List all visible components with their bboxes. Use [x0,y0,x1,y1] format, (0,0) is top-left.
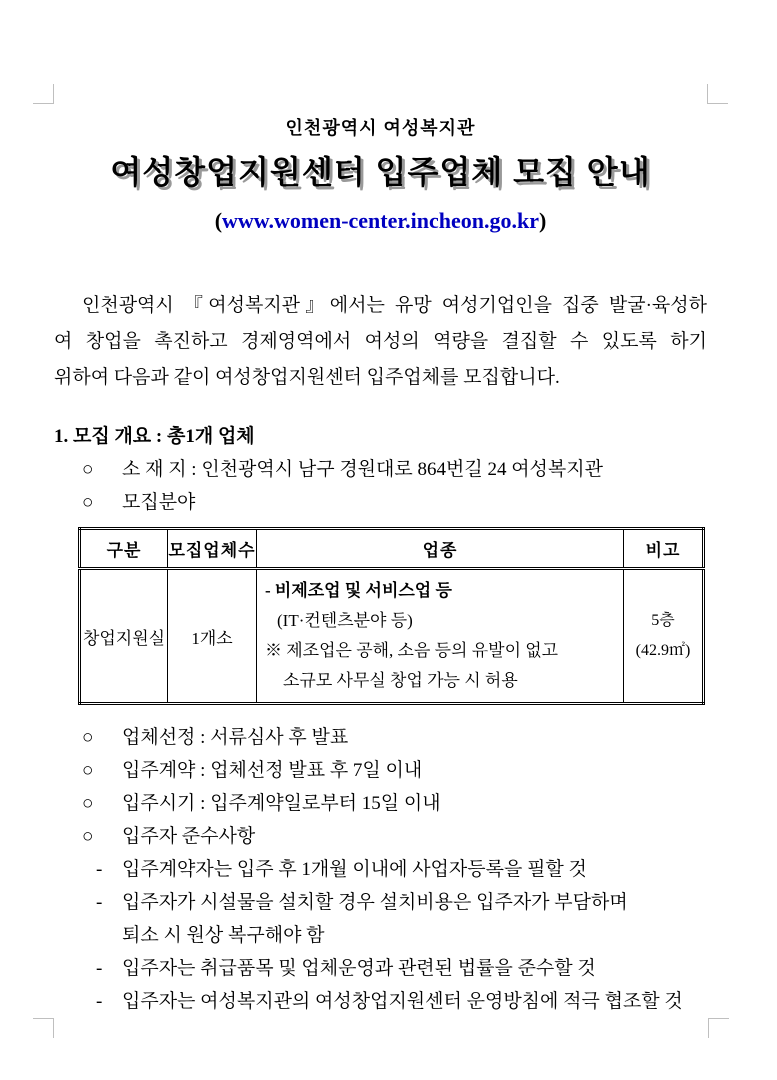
dash-sub-list [54,853,707,1018]
circle-bullet-icon: ○ [82,727,94,748]
circle-bullet-icon: ○ [82,459,94,480]
dash-bullet-icon: - [96,859,103,880]
dash-text [122,853,587,886]
dash-bullet-icon: - [96,892,103,913]
bullet-selection [54,721,707,754]
bullet-text: 모집분야 [122,492,196,513]
page-corner-mark-bottom-right [708,1018,729,1038]
circle-bullet-icon: ○ [82,826,94,847]
cell-industry [257,569,624,704]
bullet-text: 업체선정 : 서류심사 후 발표 [122,727,349,748]
intro-paragraph [54,288,707,396]
cell-count: 1개소 [168,569,257,704]
bullet-list [54,721,707,853]
table-header-count: 모집업체수 [168,529,257,569]
bullet-text: 입주자 준수사항 [122,826,256,847]
page-corner-mark-top-left [33,84,54,104]
dash-text-line: 퇴소 시 원상 복구해야 함 [122,925,325,946]
document-content [54,116,707,1018]
dash-text-line: 입주자는 취급품목 및 업체운영과 관련된 법률을 준수할 것 [122,958,596,979]
intro-line: 인천광역시 『여성복지관』에서는 유망 여성기업인을 집중 발굴·육성하 [82,295,707,316]
dash-text-line: 입주자가 시설물을 설치할 경우 설치비용은 입주자가 부담하며 [122,892,628,913]
table-row [80,569,704,704]
dash-item-business-registration [54,853,707,886]
website-url-line [54,206,707,236]
table-header-row [80,529,704,569]
dash-item-policy-cooperation [54,985,707,1018]
dash-text-line: 입주자는 여성복지관의 여성창업지원센터 운영방침에 적극 협조할 것 [122,991,683,1012]
industry-line: 소규모 사무실 창업 가능 시 허용 [283,671,518,690]
cell-note [624,569,704,704]
org-name: 인천광역시 여성복지관 [285,118,476,138]
table-header-industry: 업종 [257,529,624,569]
industry-line: - 비제조업 및 서비스업 등 [265,581,452,600]
table-header-note: 비고 [624,529,704,569]
industry-line: ※ 제조업은 공해, 소음 등의 유발이 없고 [265,641,559,660]
bullet-recruit-field [54,486,707,519]
recruit-info-table [78,527,705,705]
bullet-move-in-time [54,787,707,820]
dash-text [122,952,596,985]
document-title: 여성창업지원센터 입주업체 모집 안내 [110,154,651,190]
dash-text-line: 입주계약자는 입주 후 1개월 이내에 사업자등록을 필할 것 [122,859,587,880]
industry-line: (IT·컨텐츠분야 등) [277,611,413,630]
website-url: www.women-center.incheon.go.kr [222,208,539,233]
url-open-paren: ( [214,208,223,233]
note-line: 5층 [651,612,675,629]
section-heading: 1. 모집 개요 : 총1개 업체 [54,426,255,447]
note-line: (42.9㎡) [635,642,691,659]
bullet-text: 소 재 지 : 인천광역시 남구 경원대로 864번길 24 여성복지관 [122,459,603,480]
bullet-text: 입주시기 : 입주계약일로부터 15일 이내 [122,793,441,814]
dash-bullet-icon: - [96,991,103,1012]
bullet-location [54,453,707,486]
intro-line: 위하여 다음과 같이 여성창업지원센터 입주업체를 모집합니다. [54,367,560,388]
dash-text [122,985,683,1018]
bullet-text: 입주계약 : 업체선정 발표 후 7일 이내 [122,760,423,781]
circle-bullet-icon: ○ [82,492,94,513]
dash-bullet-icon: - [96,958,103,979]
page-corner-mark-bottom-left [33,1018,54,1038]
circle-bullet-icon: ○ [82,793,94,814]
dash-item-facility-cost [54,886,707,952]
page-corner-mark-top-right [707,84,728,104]
dash-text [122,886,628,952]
url-close-paren: ) [538,208,547,233]
bullet-tenant-rules [54,820,707,853]
bullet-contract [54,754,707,787]
dash-item-law-compliance [54,952,707,985]
table-header-category: 구분 [80,529,168,569]
cell-category: 창업지원실 [80,569,168,704]
intro-line: 여 창업을 촉진하고 경제영역에서 여성의 역량을 결집할 수 있도록 하기 [54,331,707,352]
circle-bullet-icon: ○ [82,760,94,781]
